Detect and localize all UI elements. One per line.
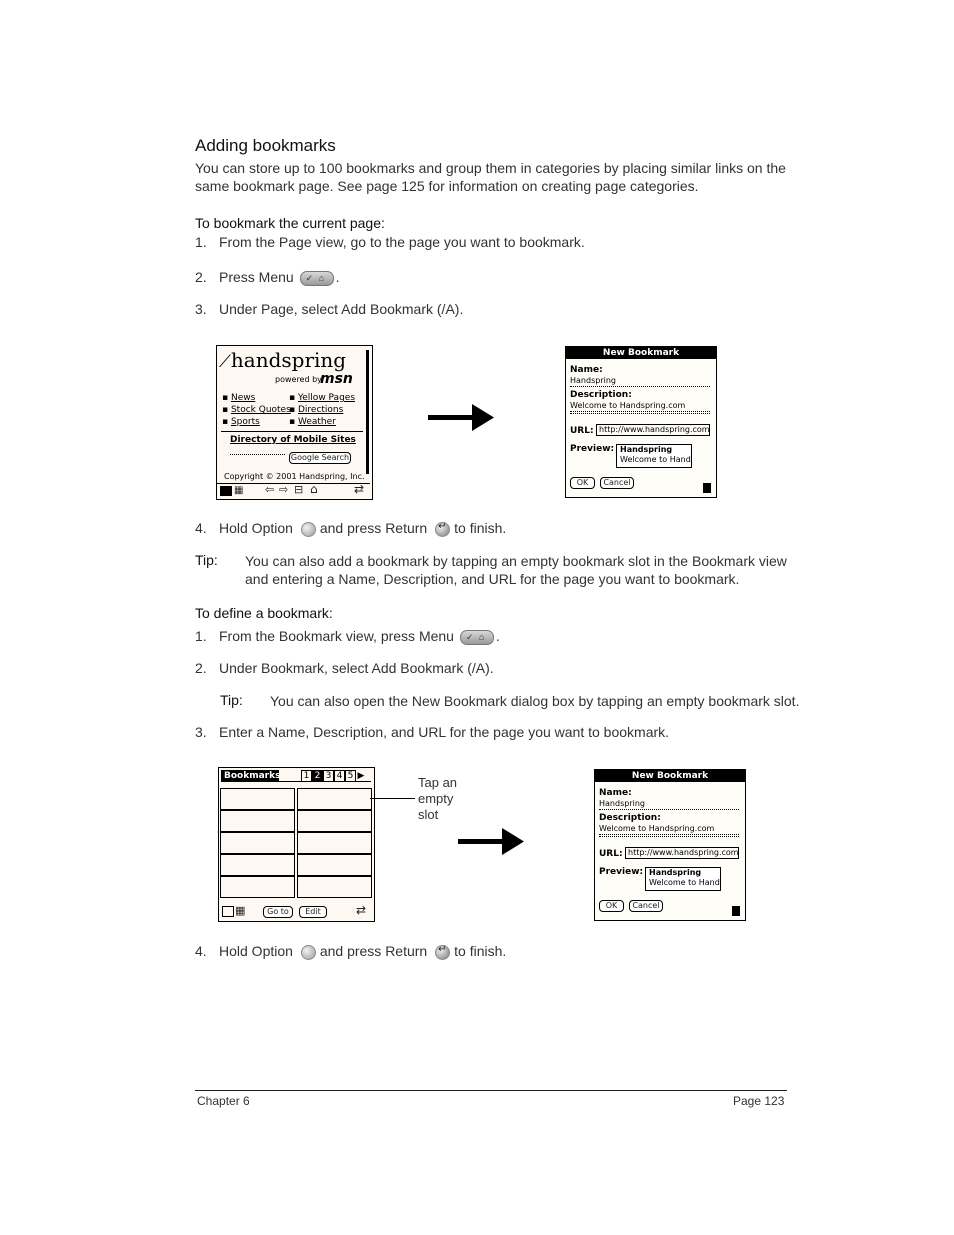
step-text: and press Return <box>319 520 428 536</box>
tip-label: Tip: <box>195 552 218 568</box>
preview-title: Handspring <box>620 445 673 454</box>
step-4 <box>195 520 506 537</box>
return-button-icon <box>435 522 450 537</box>
bookmark-slot[interactable] <box>297 832 372 854</box>
return-button-icon <box>435 945 450 960</box>
page-view-icon[interactable] <box>220 486 232 496</box>
bookmarks-view-screen <box>218 767 375 922</box>
url-label: URL: <box>570 426 594 436</box>
bookmark-slot[interactable] <box>220 876 295 898</box>
step-text: Press Menu <box>219 269 294 285</box>
ok-button[interactable]: OK <box>599 900 624 912</box>
preview-desc: Welcome to Hand <box>620 455 691 464</box>
sync-icon[interactable]: ⇄ <box>354 482 365 496</box>
name-label: Name: <box>599 788 632 798</box>
url-field[interactable]: http://www.handspring.com <box>596 424 710 436</box>
step-1 <box>195 234 585 250</box>
cancel-button[interactable]: Cancel <box>629 900 663 912</box>
bookmark-view-icon[interactable]: ▦ <box>235 904 246 917</box>
bookmark-slot[interactable] <box>297 876 372 898</box>
name-field[interactable]: Handspring <box>570 376 710 387</box>
name-field[interactable]: Handspring <box>599 799 739 810</box>
bookmark-slot[interactable] <box>220 810 295 832</box>
step-number: 2. <box>195 660 207 676</box>
step-2 <box>195 660 494 676</box>
bottom-toolbar <box>217 483 370 497</box>
step-suffix: . <box>335 269 340 285</box>
tip-label: Tip: <box>220 692 243 708</box>
preview-label: Preview: <box>570 444 615 454</box>
step-text: and press Return <box>319 943 428 959</box>
ok-button[interactable]: OK <box>570 477 595 489</box>
page-view-screen <box>216 345 373 500</box>
page-tab-2[interactable]: 2 <box>312 770 323 782</box>
subheading-current-page: To bookmark the current page: <box>195 215 385 231</box>
callout-text: Tap an empty slot <box>418 775 458 822</box>
bookmark-slot[interactable] <box>220 854 295 876</box>
bookmark-slot[interactable] <box>220 788 295 810</box>
step-text: to finish. <box>454 943 507 959</box>
link-sports[interactable]: ▪ Sports <box>222 417 260 427</box>
subheading-define-bookmark: To define a bookmark: <box>195 605 333 621</box>
edit-button[interactable]: Edit <box>299 906 327 918</box>
section-title: Adding bookmarks <box>195 136 336 155</box>
step-2 <box>195 269 339 286</box>
divider <box>221 431 363 432</box>
sync-icon[interactable]: ⇄ <box>356 903 367 917</box>
preview-box <box>645 867 721 891</box>
page-tab-1[interactable]: 1 <box>301 770 312 782</box>
logo-text: handspring <box>230 348 347 372</box>
footer-chapter: Chapter 6 <box>197 1094 250 1108</box>
page-tab-3[interactable]: 3 <box>323 770 334 782</box>
powered-by-text: powered by <box>275 375 322 384</box>
handspring-logo: ⟋handspring <box>219 348 347 372</box>
bookmark-grid <box>220 788 372 899</box>
bookmark-slot[interactable] <box>297 854 372 876</box>
forward-icon[interactable]: ⇨ <box>279 483 289 496</box>
link-directions[interactable]: ▪ Directions <box>289 405 344 415</box>
graffiti-shift-indicator <box>732 906 740 916</box>
step-suffix: . <box>495 628 500 644</box>
preview-title: Handspring <box>649 868 702 877</box>
bookmark-slot[interactable] <box>297 810 372 832</box>
step-text: Under Page, select Add Bookmark (/A). <box>219 301 464 317</box>
url-field[interactable]: http://www.handspring.com <box>625 847 739 859</box>
description-label: Description: <box>570 390 632 400</box>
bookmark-slot[interactable] <box>220 832 295 854</box>
step-number: 1. <box>195 628 207 644</box>
step-number: 3. <box>195 301 207 317</box>
right-arrow-icon <box>428 404 496 432</box>
page-tab-4[interactable]: 4 <box>334 770 345 782</box>
preview-box <box>616 444 692 468</box>
link-news[interactable]: ▪ News <box>222 393 256 403</box>
step-number: 4. <box>195 520 207 536</box>
right-arrow-icon <box>458 828 526 856</box>
link-weather[interactable]: ▪ Weather <box>289 417 336 427</box>
msn-logo: msn <box>320 371 353 387</box>
option-button-icon <box>301 522 316 537</box>
new-bookmark-dialog <box>594 769 746 921</box>
copyright-text: Copyright © 2001 Handspring, Inc. <box>224 472 365 481</box>
step-4 <box>195 943 506 960</box>
menu-button-icon: ✓ ⌂ <box>300 271 334 286</box>
home-icon[interactable]: ⌂ <box>310 482 318 496</box>
preview-desc: Welcome to Hand <box>649 878 720 887</box>
link-yellow-pages[interactable]: ▪ Yellow Pages <box>289 393 356 403</box>
url-label: URL: <box>599 849 623 859</box>
name-label: Name: <box>570 365 603 375</box>
dialog-title: New Bookmark <box>595 770 745 782</box>
tip-text: You can also add a bookmark by tapping an empty bookmark slot in the Bookmark view and entering a Name, Description, and URL for the page you want to bookmark. <box>245 553 787 587</box>
step-number: 2. <box>195 269 207 285</box>
step-text: to finish. <box>454 520 507 536</box>
step-text: From the Page view, go to the page you want to bookmark. <box>219 234 585 250</box>
back-icon[interactable]: ⇦ <box>265 483 275 496</box>
page-tabs <box>301 770 366 782</box>
cancel-button[interactable]: Cancel <box>600 477 634 489</box>
menu-button-icon: ✓ ⌂ <box>460 630 494 645</box>
step-text: From the Bookmark view, press Menu <box>219 628 454 644</box>
description-field[interactable]: Welcome to Handspring.com <box>570 401 710 412</box>
step-3 <box>195 724 669 740</box>
page-tab-5[interactable]: 5 <box>345 770 356 782</box>
step-text: Under Bookmark, select Add Bookmark (/A). <box>219 660 494 676</box>
step-1 <box>195 628 500 645</box>
description-field[interactable]: Welcome to Handspring.com <box>599 824 739 835</box>
footer-rule <box>195 1090 787 1091</box>
step-text: Enter a Name, Description, and URL for the page you want to bookmark. <box>219 724 670 740</box>
step-text: Hold Option <box>219 943 293 959</box>
tip-text: You can also open the New Bookmark dialog box by tapping an empty bookmark slot. <box>270 693 800 709</box>
step-number: 4. <box>195 943 207 959</box>
description-field-line2[interactable] <box>599 836 739 837</box>
step-number: 3. <box>195 724 207 740</box>
bookmarks-toolbar <box>219 904 372 919</box>
graffiti-shift-indicator <box>703 483 711 493</box>
bookmark-view-icon[interactable]: ▦ <box>234 485 244 496</box>
callout-line <box>370 798 415 799</box>
step-3 <box>195 301 463 317</box>
description-field-line2[interactable] <box>570 413 710 414</box>
link-directory[interactable]: Directory of Mobile Sites <box>230 435 356 445</box>
bookmark-slot[interactable] <box>297 788 372 810</box>
option-button-icon <box>301 945 316 960</box>
link-stock-quotes[interactable]: ▪ Stock Quotes <box>222 405 291 415</box>
next-page-icon[interactable]: ▶ <box>357 771 365 781</box>
scrollbar[interactable] <box>366 350 369 474</box>
footer-page-number: Page 123 <box>733 1094 785 1108</box>
preview-label: Preview: <box>599 867 644 877</box>
intro-paragraph: You can store up to 100 bookmarks and group them in categories by placing similar links on the same bookmark page. See page 125 for information on creating page categories. <box>195 160 786 194</box>
page-view-icon[interactable] <box>222 906 234 917</box>
bookmarks-title: Bookmarks <box>221 770 279 782</box>
folder-icon[interactable]: ⊟ <box>294 483 304 496</box>
dialog-title: New Bookmark <box>566 347 716 359</box>
step-number: 1. <box>195 234 207 250</box>
go-to-button[interactable]: Go to <box>263 906 293 918</box>
step-text: Hold Option <box>219 520 293 536</box>
description-label: Description: <box>599 813 661 823</box>
search-input[interactable] <box>230 454 285 455</box>
google-search-button[interactable]: Google Search <box>290 453 350 462</box>
new-bookmark-dialog <box>565 346 717 498</box>
